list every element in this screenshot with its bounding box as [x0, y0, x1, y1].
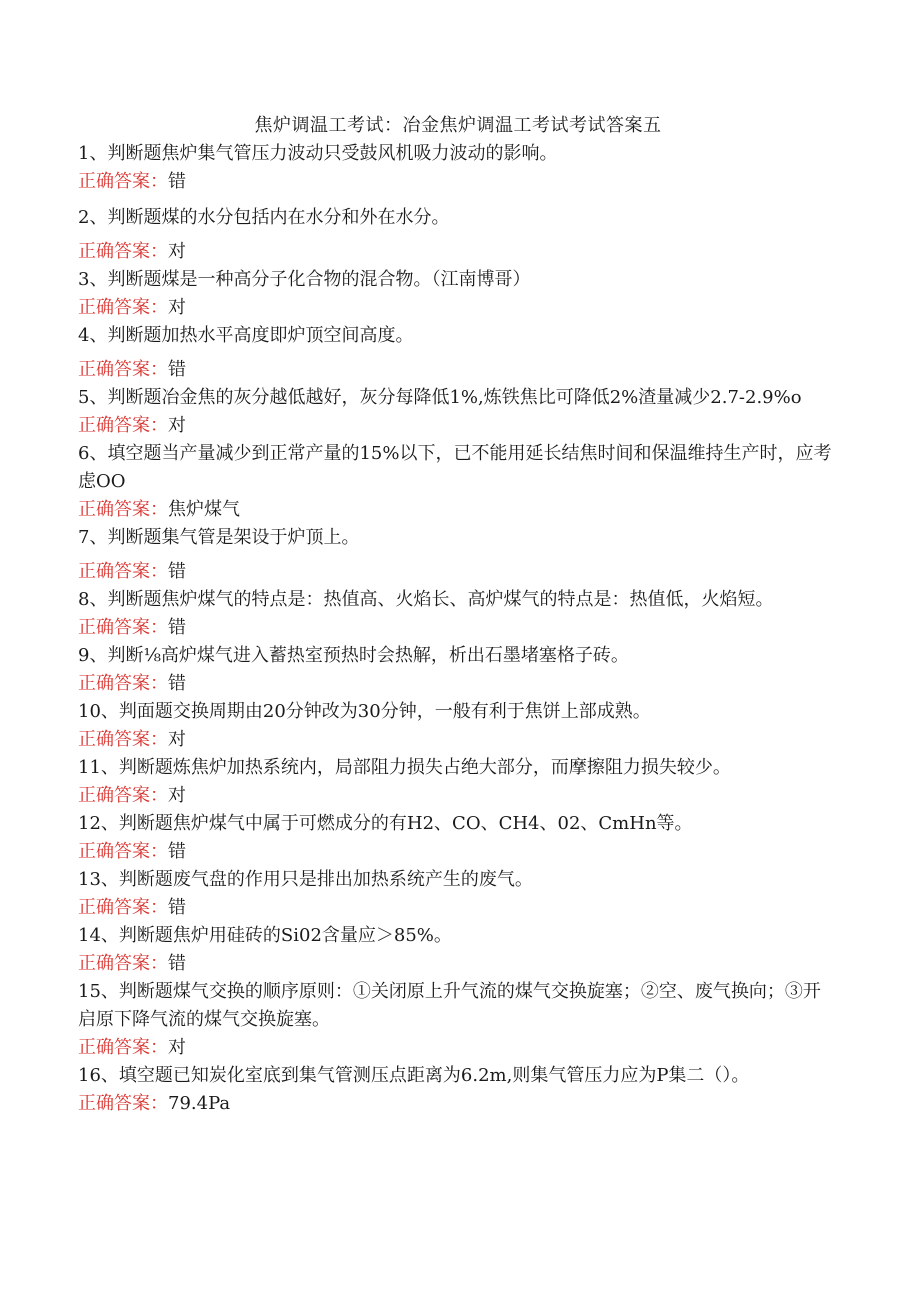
answer-14 [78, 950, 838, 978]
question-9: 9、判断⅛高炉煤气进入蓄热室预热时会热解，析出石墨堵塞格子砖。 [78, 645, 629, 666]
answer-label: 正确答案： [78, 499, 168, 520]
question-2: 2、判断题煤的水分包括内在水分和外在水分。 [78, 207, 450, 228]
answer-value: 对 [168, 729, 186, 750]
answer-value: 错 [168, 897, 186, 918]
answer-6 [78, 496, 838, 524]
answer-13 [78, 894, 838, 922]
question-15: 15、判断题煤气交换的顺序原则：①关闭原上升气流的煤气交换旋塞；②空、废气换向；③开启原下降气流的煤气交换旋塞。 [78, 981, 821, 1030]
question-10: 10、判面题交换周期由20分钟改为30分钟，一般有利于焦饼上部成熟。 [78, 701, 651, 722]
answer-label: 正确答案： [78, 673, 168, 694]
answer-value: 对 [168, 241, 186, 262]
answer-16 [78, 1090, 838, 1118]
answer-label: 正确答案： [78, 729, 168, 750]
question-8: 8、判断题焦炉煤气的特点是：热值高、火焰长、高炉煤气的特点是：热值低，火焰短。 [78, 589, 774, 610]
answer-1 [78, 168, 838, 196]
question-14: 14、判断题焦炉用硅砖的Si02含量应＞85%。 [78, 925, 452, 946]
question-13: 13、判断题废气盘的作用只是排出加热系统产生的废气。 [78, 869, 533, 890]
answer-value: 对 [168, 785, 186, 806]
question-5: 5、判断题冶金焦的灰分越低越好，灰分每降低1%,炼铁焦比可降低2%渣量减少2.7-2.9%o [78, 387, 802, 408]
answer-value: 错 [168, 171, 186, 192]
question-11: 11、判断题炼焦炉加热系统内，局部阻力损失占绝大部分，而摩擦阻力损失较少。 [78, 757, 731, 778]
answer-label: 正确答案： [78, 785, 168, 806]
answer-value: 焦炉煤气 [168, 499, 240, 520]
question-7: 7、判断题集气管是架设于炉顶上。 [78, 527, 360, 548]
answer-value: 错 [168, 617, 186, 638]
answer-10 [78, 726, 838, 754]
answer-value: 79.4Pa [168, 1093, 231, 1114]
answer-3 [78, 294, 838, 322]
question-12: 12、判断题焦炉煤气中属于可燃成分的有H2、CO、CH4、02、CmHn等。 [78, 813, 693, 834]
answer-label: 正确答案： [78, 897, 168, 918]
answer-label: 正确答案： [78, 359, 168, 380]
question-1: 1、判断题焦炉集气管压力波动只受鼓风机吸力波动的影响。 [78, 143, 558, 164]
answer-value: 对 [168, 297, 186, 318]
answer-8 [78, 614, 838, 642]
answer-7 [78, 558, 838, 586]
answer-label: 正确答案： [78, 241, 168, 262]
answer-label: 正确答案： [78, 953, 168, 974]
answer-12 [78, 838, 838, 866]
answer-value: 对 [168, 1037, 186, 1058]
answer-label: 正确答案： [78, 297, 168, 318]
question-6: 6、填空题当产量减少到正常产量的15%以下，已不能用延长结焦时间和保温维持生产时，应考虑OO [78, 443, 832, 492]
answer-label: 正确答案： [78, 415, 168, 436]
document-title: 焦炉调温工考试：冶金焦炉调温工考试考试答案五 [254, 115, 662, 136]
document-page [78, 112, 838, 1118]
answer-4 [78, 356, 838, 384]
answer-11 [78, 782, 838, 810]
question-4: 4、判断题加热水平高度即炉顶空间高度。 [78, 325, 414, 346]
answer-2 [78, 238, 838, 266]
answer-label: 正确答案： [78, 171, 168, 192]
answer-label: 正确答案： [78, 1093, 168, 1114]
answer-value: 对 [168, 415, 186, 436]
answer-value: 错 [168, 841, 186, 862]
answer-value: 错 [168, 953, 186, 974]
answer-label: 正确答案： [78, 617, 168, 638]
answer-value: 错 [168, 561, 186, 582]
answer-9 [78, 670, 838, 698]
answer-5 [78, 412, 838, 440]
question-3: 3、判断题煤是一种高分子化合物的混合物。（江南博哥） [78, 269, 531, 290]
answer-label: 正确答案： [78, 1037, 168, 1058]
answer-15 [78, 1034, 838, 1062]
question-16: 16、填空题已知炭化室底到集气管测压点距离为6.2m,则集气管压力应为P集二（）。 [78, 1065, 750, 1086]
answer-value: 错 [168, 359, 186, 380]
answer-label: 正确答案： [78, 561, 168, 582]
answer-label: 正确答案： [78, 841, 168, 862]
answer-value: 错 [168, 673, 186, 694]
